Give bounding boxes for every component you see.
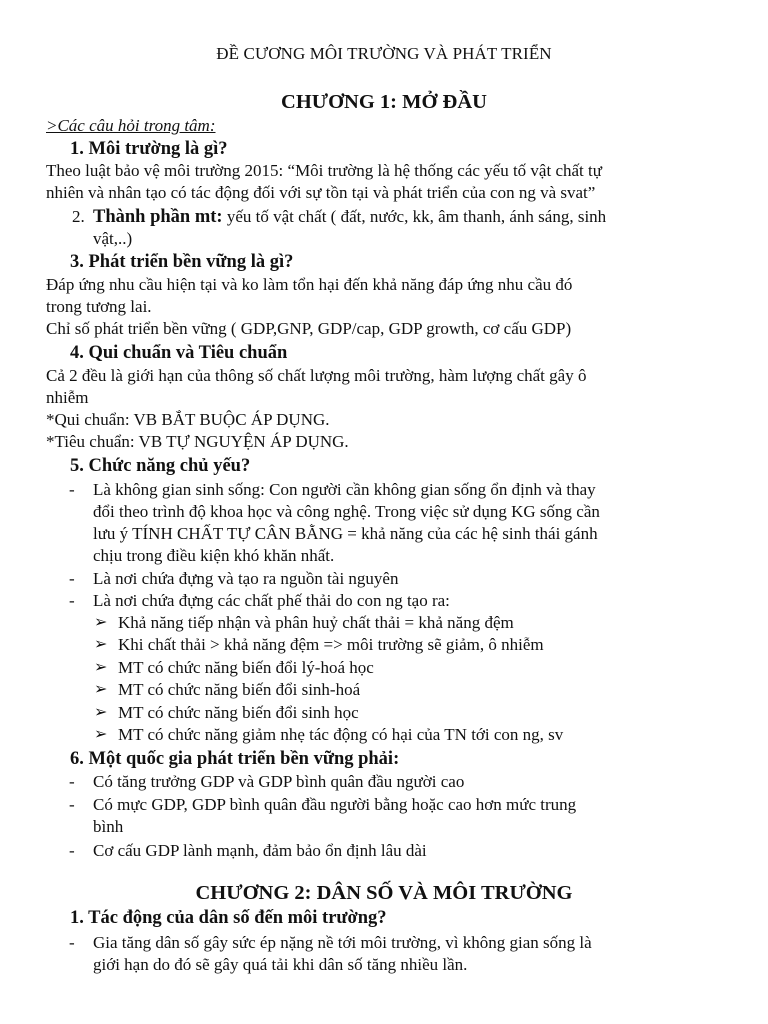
q3-line-2: trong tương lai. — [46, 297, 152, 316]
arrow-bullet-icon: ➢ — [94, 614, 108, 631]
q5-sub-6: MT có chức năng giảm nhẹ tác động có hại của TN tới con ng, sv — [118, 725, 564, 744]
document-title: ĐỀ CƯƠNG MÔI TRƯỜNG VÀ PHÁT TRIỂN — [216, 44, 552, 63]
focus-questions-label: >Các câu hỏi trong tâm: — [46, 116, 216, 135]
q6-bullet-2-line-2: bình — [93, 817, 124, 836]
q2-text: yếu tố vật chất ( đất, nước, kk, âm thanh, ánh sáng, sinh — [222, 207, 607, 226]
q5-bullet-1-line-2: đổi theo trình độ khoa học và công nghệ. Trong việc sử dụng KG sống cần — [93, 502, 600, 521]
q5-sub-1: Khả năng tiếp nhận và phân huỷ chất thải = khả năng đệm — [118, 613, 514, 632]
arrow-bullet-icon: ➢ — [94, 636, 108, 653]
q6-bullet-3: Cơ cấu GDP lành mạnh, đảm bảo ổn định lâu dài — [93, 841, 427, 860]
q4-line-2: nhiễm — [46, 388, 89, 407]
ch2-q1-bullet-1-dash: - — [69, 933, 75, 952]
q2-text-continued: vật,..) — [93, 229, 133, 248]
ch2-q1-heading: 1. Tác động của dân số đến môi trường? — [70, 908, 387, 928]
q6-bullet-1: Có tăng trưởng GDP và GDP bình quân đầu người cao — [93, 772, 465, 791]
q2-paragraph — [93, 206, 606, 228]
q1-line-2: nhiên và nhân tạo có tác động đối với sự tồn tại và phát triển của con ng và svat” — [46, 183, 596, 202]
q4-line-4: *Tiêu chuẩn: VB TỰ NGUYỆN ÁP DỤNG. — [46, 432, 349, 451]
ch2-q1-bullet-1-line-1: Gia tăng dân số gây sức ép nặng nề tới môi trường, vì không gian sống là — [93, 933, 592, 952]
q2-number: 2. — [72, 207, 85, 226]
q5-bullet-2: Là nơi chứa đựng và tạo ra nguồn tài nguyên — [93, 569, 399, 588]
q6-bullet-2-line-1: Có mực GDP, GDP bình quân đầu người bằng hoặc cao hơn mức trung — [93, 795, 577, 814]
q4-line-1: Cả 2 đều là giới hạn của thông số chất lượng môi trường, hàm lượng chất gây ô — [46, 366, 587, 385]
q6-bullet-2-dash: - — [69, 795, 75, 814]
q1-heading: 1. Môi trường là gì? — [70, 139, 228, 159]
q5-bullet-1-line-3: lưu ý TÍNH CHẤT TỰ CÂN BẰNG = khả năng của các hệ sinh thái gánh — [93, 524, 598, 543]
q6-heading: 6. Một quốc gia phát triển bền vững phải: — [70, 749, 400, 769]
q3-line-3: Chỉ số phát triển bền vững ( GDP,GNP, GDP/cap, GDP growth, cơ cấu GDP) — [46, 319, 572, 338]
q5-bullet-1-line-1: Là không gian sinh sống: Con người cần không gian sống ổn định và thay — [93, 480, 596, 499]
q5-sub-5: MT có chức năng biến đổi sinh học — [118, 703, 359, 722]
q1-line-1: Theo luật bảo vệ môi trường 2015: “Môi trường là hệ thống các yếu tố vật chất tự — [46, 161, 602, 180]
q5-bullet-3: Là nơi chứa đựng các chất phế thải do con ng tạo ra: — [93, 591, 450, 610]
chapter-2-heading: CHƯƠNG 2: DÂN SỐ VÀ MÔI TRƯỜNG — [195, 882, 573, 904]
q5-bullet-3-dash: - — [69, 591, 75, 610]
q5-sub-2: Khi chất thải > khả năng đệm => môi trường sẽ giảm, ô nhiễm — [118, 635, 544, 654]
arrow-bullet-icon: ➢ — [94, 704, 108, 721]
chapter-1-heading: CHƯƠNG 1: MỞ ĐẦU — [281, 91, 487, 113]
q5-heading: 5. Chức năng chủ yếu? — [70, 456, 251, 476]
q6-bullet-3-dash: - — [69, 841, 75, 860]
arrow-bullet-icon: ➢ — [94, 659, 108, 676]
q5-bullet-2-dash: - — [69, 569, 75, 588]
ch2-q1-bullet-1-line-2: giới hạn do đó sẽ gây quá tải khi dân số tăng nhiều lần. — [93, 955, 468, 974]
q5-bullet-1-dash: - — [69, 480, 75, 499]
q6-bullet-1-dash: - — [69, 772, 75, 791]
q5-sub-4: MT có chức năng biến đổi sinh-hoá — [118, 680, 361, 699]
q5-sub-3: MT có chức năng biến đổi lý-hoá học — [118, 658, 374, 677]
q3-heading: 3. Phát triển bền vững là gì? — [70, 252, 294, 272]
q5-bullet-1-line-4: chịu trong điều kiện khó khăn nhất. — [93, 546, 335, 565]
q4-line-3: *Qui chuẩn: VB BẮT BUỘC ÁP DỤNG. — [46, 410, 330, 429]
arrow-bullet-icon: ➢ — [94, 726, 108, 743]
arrow-bullet-icon: ➢ — [94, 681, 108, 698]
q2-heading: Thành phần mt: — [93, 207, 223, 227]
q4-heading: 4. Qui chuẩn và Tiêu chuẩn — [70, 343, 288, 363]
q3-line-1: Đáp ứng nhu cầu hiện tại và ko làm tổn hại đến khả năng đáp ứng nhu cầu đó — [46, 275, 573, 294]
